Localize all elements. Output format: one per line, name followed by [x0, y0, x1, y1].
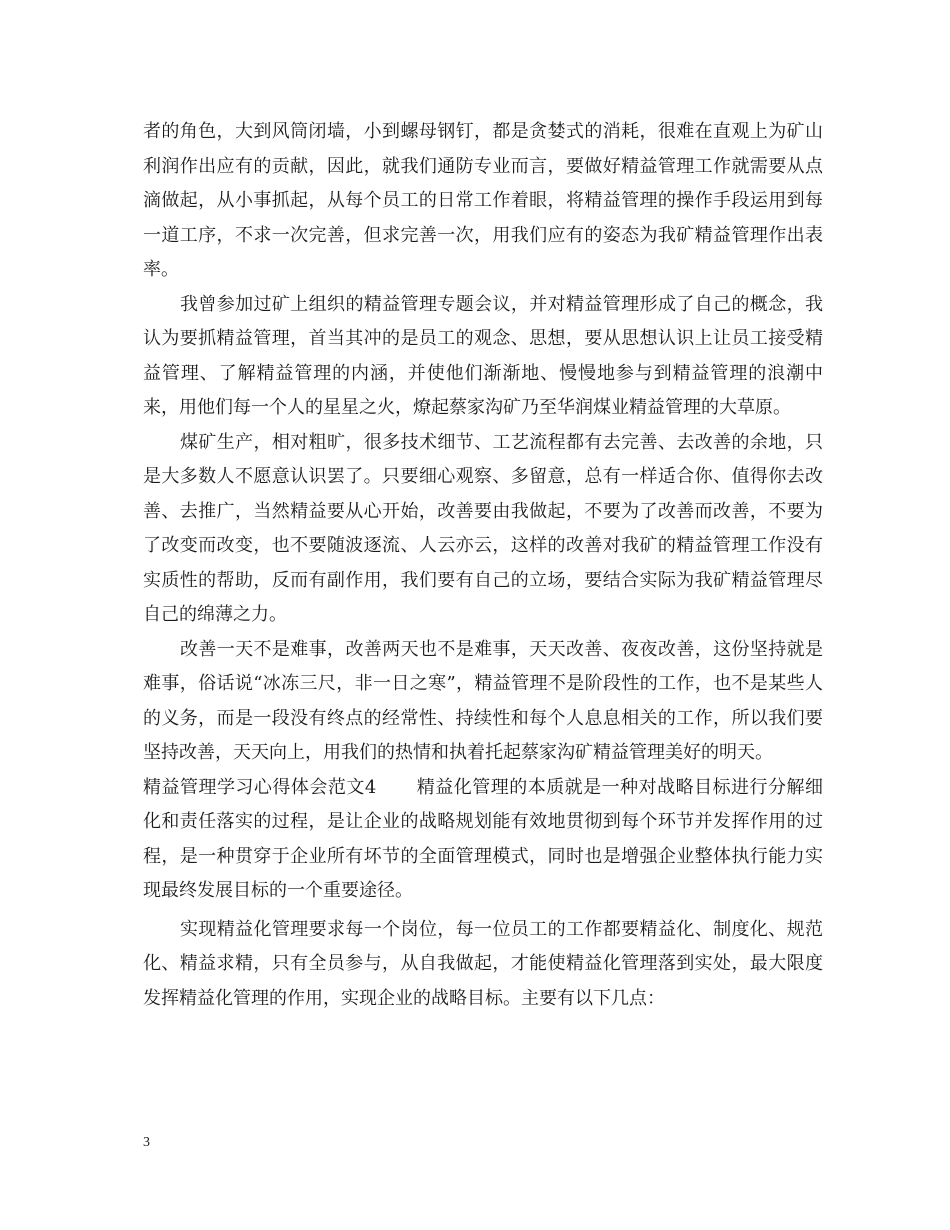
section-paragraph-text: 精益化管理的本质就是一种对战略目标进行分解细化和责任落实的过程，是让企业的战略规划能有效地贯彻到每个环节并发挥作用的过程，是一种贯穿于企业所有坏节的全面管理模式，同时也是增强企业整体执行能力实现最终发展目标的一个重要途径。 [143, 776, 824, 901]
paragraph-persistence: 改善一天不是难事，改善两天也不是难事，天天改善、夜夜改善，这份坚持就是难事，俗话说“冰冻三尺，非一日之寒”，精益管理不是阶段性的工作，也不是某些人的义务，而是一段没有终点的经常性、持续性和每个人息息相关的工作，所以我们要坚持改善，天天向上，用我们的热情和执着托起蔡家沟矿精益管理美好的明天。 [143, 638, 823, 763]
paragraph-closing: 实现精益化管理要求每一个岗位，每一位员工的工作都要精益化、制度化、规范化、精益求精，只有全员参与，从自我做起，才能使精益化管理落到实处，最大限度发挥精益化管理的作用，实现企业的战略目标。主要有以下几点： [143, 918, 823, 1009]
section-heading: 精益管理学习心得体会范文4 [143, 776, 377, 798]
document-body [143, 115, 823, 1016]
paragraph-meeting: 我曾参加过矿上组织的精益管理专题会议，并对精益管理形成了自己的概念，我认为要抓精益管理，首当其冲的是员工的观念、思想，要从思想认识上让员工接受精益管理、了解精益管理的内涵，并使他们渐渐地、慢慢地参与到精益管理的浪潮中来，用他们每一个人的星星之火，燎起蔡家沟矿乃至华润煤业精益管理的大草原。 [143, 293, 823, 418]
paragraph-continuation: 者的角色，大到风筒闭墙，小到螺母钢钉，都是贪婪式的消耗，很难在直观上为矿山利润作出应有的贡献，因此，就我们通防专业而言，要做好精益管理工作就需要从点滴做起，从小事抓起，从每个员工的日常工作着眼，将精益管理的操作手段运用到每一道工序，不求一次完善，但求完善一次，用我们应有的姿态为我矿精益管理作出表率。 [143, 121, 823, 280]
page-number: 3 [143, 1135, 150, 1150]
section-paragraph [143, 771, 823, 909]
paragraph-coal-production: 煤矿生产，相对粗旷，很多技术细节、工艺流程都有去完善、去改善的余地，只是大多数人不愿意认识罢了。只要细心观察、多留意，总有一样适合你、值得你去改善、去推广，当然精益要从心开始，改善要由我做起，不要为了改善而改善，不要为了改变而改变，也不要随波逐流、人云亦云，这样的改善对我矿的精益管理工作没有实质性的帮助，反而有副作用，我们要有自己的立场，要结合实际为我矿精益管理尽自己的绵薄之力。 [143, 431, 823, 625]
